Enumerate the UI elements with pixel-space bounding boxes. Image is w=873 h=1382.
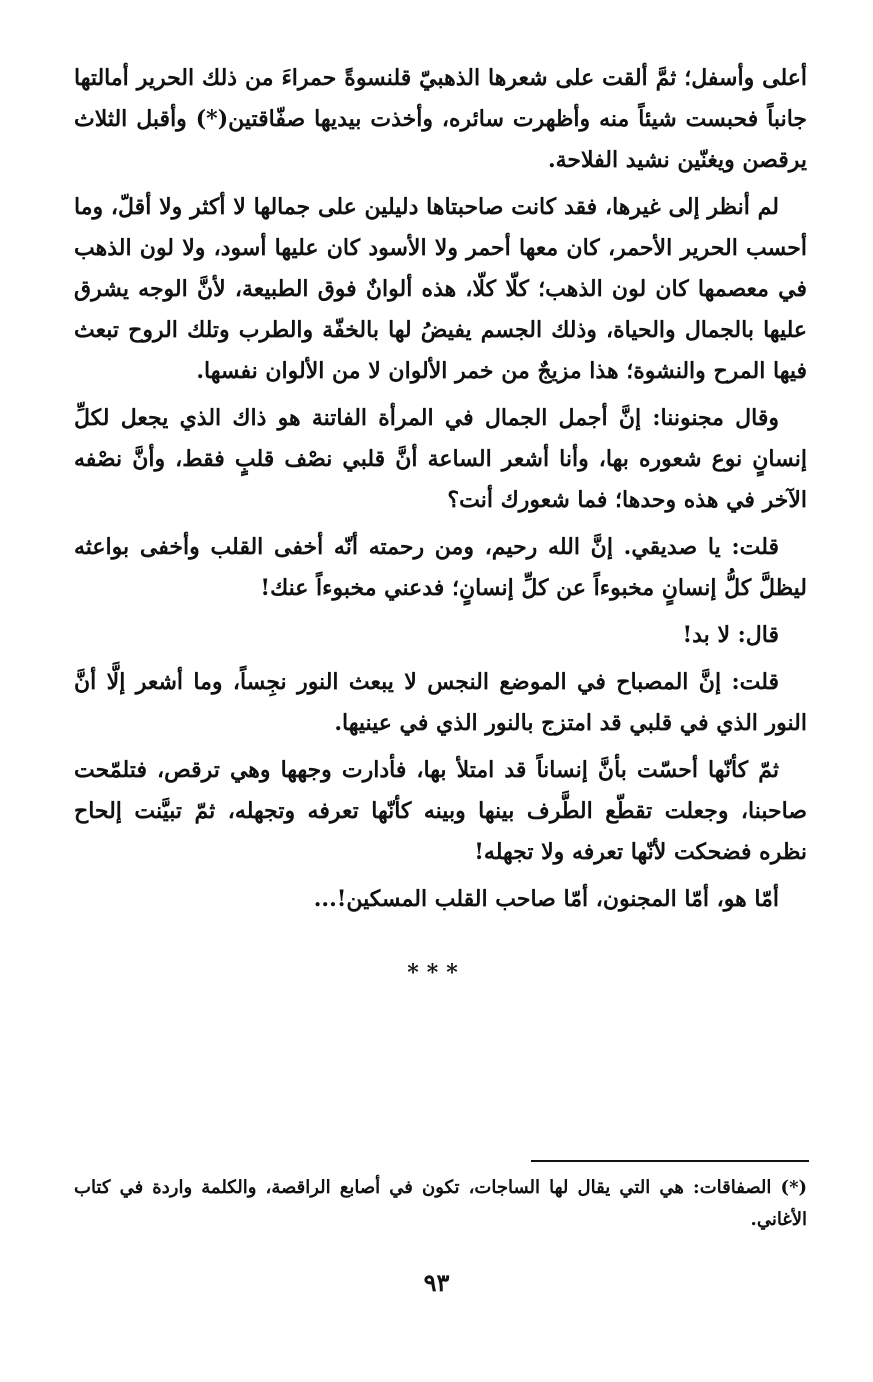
paragraph-1: أعلى وأسفل؛ ثمَّ ألقت على شعرها الذهبيّ قلنسوةً حمراءَ من ذلك الحرير أمالتها جانباً فحبست شيئاً منه وأظهرت سائره، وأخذت بيديها صفّاقتين(*) وأقبل الثلاث يرقصن ويغنّين نشيد الفلاحة. bbox=[74, 65, 807, 173]
page-number: ٩٣ bbox=[423, 1268, 450, 1297]
body-text bbox=[74, 58, 807, 926]
paragraph-6: قلت: إنَّ المصباح في الموضع النجس لا يبعث النور نجِساً، وما أشعر إلَّا أنَّ النور الذي في قلبي قد امتزج بالنور الذي في عينيها. bbox=[74, 669, 807, 736]
paragraph-4: قلت: يا صديقي. إنَّ الله رحيم، ومن رحمته أنّه أخفى القلب وأخفى بواعثه ليظلَّ كلُّ إنسانٍ مخبوءاً عن كلِّ إنسانٍ؛ فدعني مخبوءاً عنك! bbox=[74, 534, 807, 601]
section-separator: *** bbox=[407, 960, 466, 986]
paragraph-2: لم أنظر إلى غيرها، فقد كانت صاحبتاها دليلين على جمالها لا أكثر ولا أقلّ، وما أحسب الحرير الأحمر، كان معها أحمر ولا الأسود كان عليها أسود، ولا لون الذهب في معصمها كان لون الذهب؛ كلّا كلّا، هذه ألوانٌ فوق الطبيعة، لأنَّ الوجه يشرق عليها بالجمال والحياة، وذلك الجسم يفيضُ لها بالخفّة والطرب وتلك الروح تبعث فيها المرح والنشوة؛ هذا مزيجٌ من خمر الألوان لا من الألوان نفسها. bbox=[74, 194, 807, 384]
paragraph-7: ثمّ كأنّها أحسّت بأنَّ إنساناً قد امتلأ بها، فأدارت وجهها وهي ترقص، فتلمّحت صاحبنا، وجعلت تقطّع الطَّرف بينها وبينه كأنّها تعرفه وتجهله، ثمّ تبيَّنت إلحاح نظره فضحكت لأنّها تعرفه ولا تجهله! bbox=[74, 757, 807, 865]
paragraph-8: أمّا هو، أمّا المجنون، أمّا صاحب القلب المسكين!... bbox=[313, 886, 779, 912]
paragraph-5: قال: لا بد! bbox=[682, 622, 779, 648]
footnote-divider bbox=[531, 1160, 809, 1162]
footnote: (*) الصفاقات: هي التي يقال لها الساجات، تكون في أصابع الراقصة، والكلمة واردة في كتاب الأغاني. bbox=[74, 1177, 807, 1230]
paragraph-3: وقال مجنوننا: إنَّ أجمل الجمال في المرأة الفاتنة هو ذاك الذي يجعل لكلِّ إنسانٍ نوع شعوره بها، وأنا أشعر الساعة أنَّ قلبي نصْف قلبٍ فقط، وأنَّ نصْفه الآخر في هذه وحدها؛ فما شعورك أنت؟ bbox=[74, 405, 807, 513]
